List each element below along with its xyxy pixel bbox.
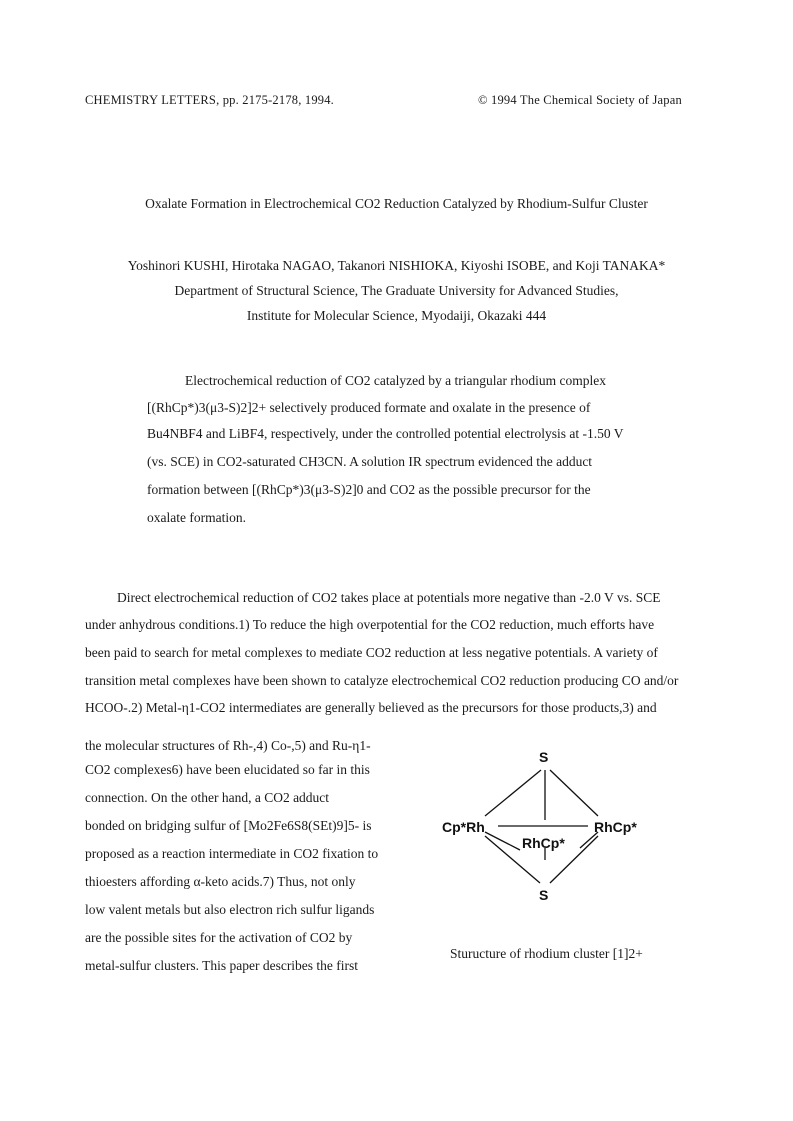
body-line: are the possible sites for the activation of CO2 by	[85, 930, 353, 945]
author-list	[0, 258, 793, 274]
bond-s-top-rh-right	[550, 770, 598, 816]
rhodium-right-label: RhCp*	[594, 819, 637, 835]
abstract-line: formation between [(RhCp*)3(μ3-S)2]0 and CO2 as the possible precursor for the	[147, 482, 591, 497]
caption-text: Sturucture of rhodium cluster [1]2+	[450, 946, 643, 961]
body-line: been paid to search for metal complexes to mediate CO2 reduction at less negative potentials. A variety of	[85, 645, 658, 660]
cluster-bonds	[485, 770, 598, 883]
abstract-line: (vs. SCE) in CO2-saturated CH3CN. A solution IR spectrum evidenced the adduct	[147, 454, 593, 469]
authors-text: Yoshinori KUSHI, Hirotaka NAGAO, Takanori NISHIOKA, Kiyoshi ISOBE, and Koji TANAKA*	[127, 258, 666, 273]
figure-caption	[450, 946, 643, 962]
abstract-line: Electrochemical reduction of CO2 catalyzed by a triangular rhodium complex	[185, 373, 606, 388]
body-line: low valent metals but also electron rich sulfur ligands	[85, 902, 375, 917]
body-line: under anhydrous conditions.1) To reduce the high overpotential for the CO2 reduction, much efforts have	[85, 617, 655, 632]
rhodium-left-label: Cp*Rh	[442, 819, 485, 835]
body-line: metal-sulfur clusters. This paper describes the first	[85, 958, 359, 973]
body-line: connection. On the other hand, a CO2 adduct	[85, 790, 330, 805]
body-line: the molecular structures of Rh-,4) Co-,5) and Ru-η1-	[85, 738, 371, 753]
bond-s-top-rh-left	[485, 770, 541, 816]
affiliation-line-2: Institute for Molecular Science, Myodaiji, Okazaki 444	[246, 308, 547, 323]
sulfur-bottom-label: S	[539, 887, 549, 903]
abstract-line: Bu4NBF4 and LiBF4, respectively, under the controlled potential electrolysis at -1.50 V	[147, 426, 624, 441]
journal-header: CHEMISTRY LETTERS, pp. 2175-2178, 1994.	[85, 93, 335, 107]
title-text: Oxalate Formation in Electrochemical CO2 Reduction Catalyzed by Rhodium-Sulfur Cluster	[145, 196, 648, 211]
body-line: transition metal complexes have been shown to catalyze electrochemical CO2 reduction producing CO and/or	[85, 673, 679, 688]
paper-title	[0, 196, 793, 212]
body-line: HCOO-.2) Metal-η1-CO2 intermediates are generally believed as the precursors for those products,3) and	[85, 700, 657, 715]
body-line: proposed as a reaction intermediate in CO2 fixation to	[85, 846, 379, 861]
copyright-notice: © 1994 The Chemical Society of Japan	[478, 93, 682, 107]
body-line: CO2 complexes6) have been elucidated so far in this	[85, 762, 370, 777]
affiliation-line-1: Department of Structural Science, The Graduate University for Advanced Studies,	[174, 283, 619, 298]
body-line: Direct electrochemical reduction of CO2 takes place at potentials more negative than -2.0 V vs. SCE	[117, 590, 661, 605]
rhodium-center-label: RhCp*	[522, 835, 565, 851]
sulfur-top-label: S	[539, 749, 549, 765]
rhodium-cluster-structure	[430, 740, 670, 940]
body-line: bonded on bridging sulfur of [Mo2Fe6S8(SEt)9]5- is	[85, 818, 372, 833]
abstract-line: oxalate formation.	[147, 510, 246, 525]
abstract-line: [(RhCp*)3(μ3-S)2]2+ selectively produced formate and oxalate in the presence of	[147, 400, 591, 415]
body-line: thioesters affording α-keto acids.7) Thus, not only	[85, 874, 356, 889]
